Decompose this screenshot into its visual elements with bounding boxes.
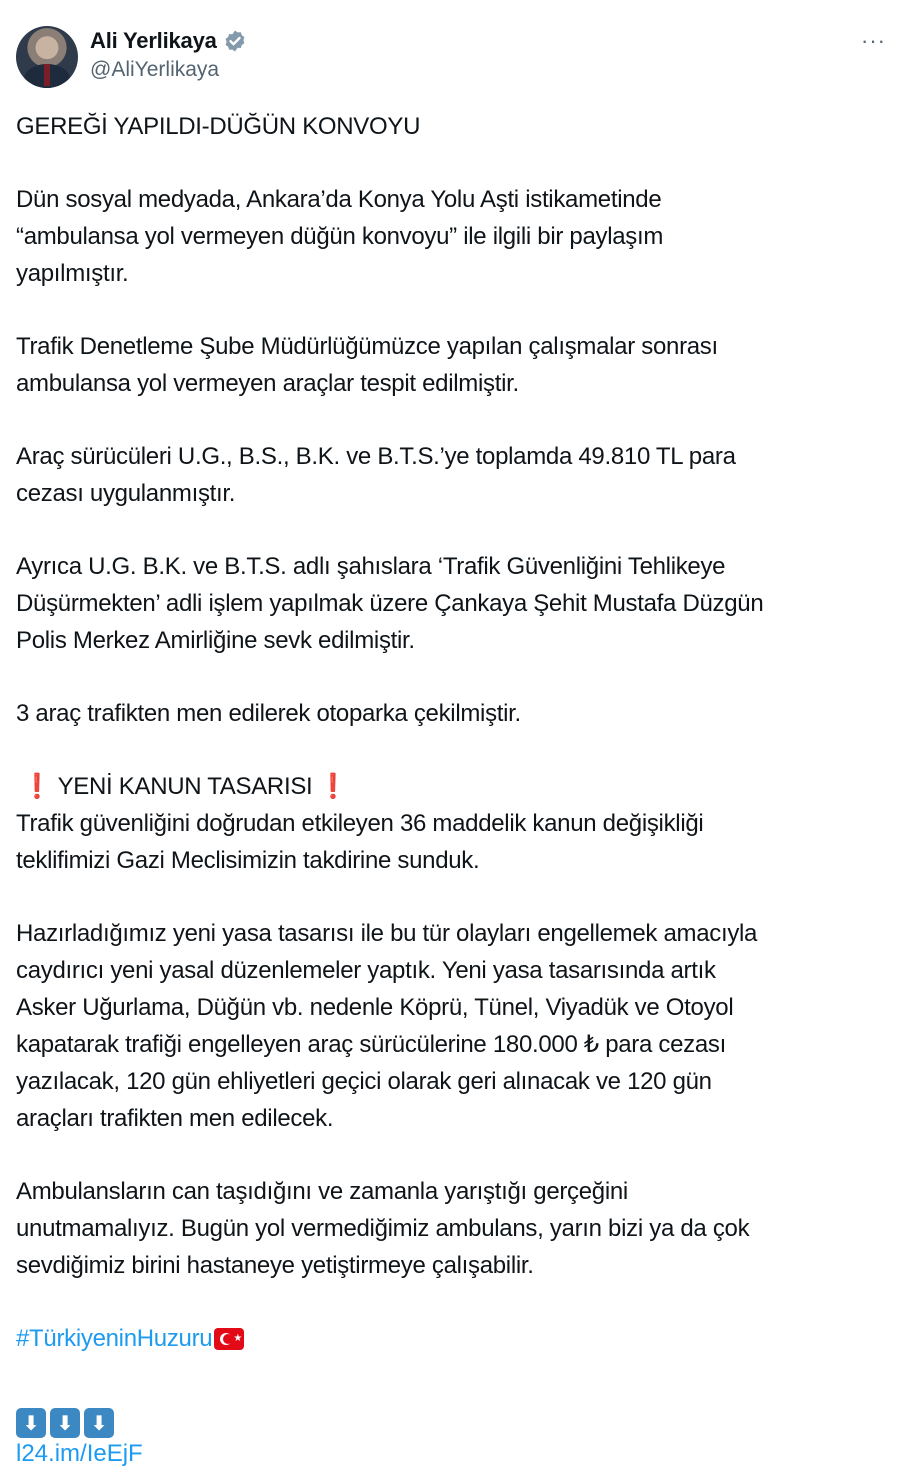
hashtag-line — [16, 1320, 886, 1357]
author-name[interactable]: Ali Yerlikaya — [90, 28, 217, 53]
law-heading: YENİ KANUN TASARISI — [57, 773, 313, 800]
avatar-tie — [44, 64, 50, 86]
more-options-icon[interactable]: ··· — [861, 28, 886, 53]
author-info — [90, 28, 247, 82]
down-arrow-icon: ⬇ — [50, 1408, 80, 1438]
paragraph-7: Hazırladığımız yeni yasa tasarısı ile bu tür olayları engellemek amacıyla caydırıcı yeni yasal düzenlemeler yaptık. Yeni yasa tasarısında artık Asker Uğurlama, Düğün vb. nedenle Köprü, Tünel, Viyadük ve Otoyol kapatarak trafiği engelleyen araç sürücülerine 180.000 ₺ para cezası yazılacak, 120 gün ehliyetleri geçici olarak geri alınacak ve 120 gün araçları trafikten men edilecek. — [16, 920, 758, 1132]
avatar[interactable] — [16, 26, 78, 88]
short-link[interactable]: l24.im/IeEjF — [16, 1440, 143, 1467]
down-arrow-icon: ⬇ — [16, 1408, 46, 1438]
hashtag-link[interactable]: #TürkiyeninHuzuru — [16, 1325, 213, 1352]
turkey-flag-icon: ★ — [214, 1328, 244, 1350]
paragraph-5: 3 araç trafikten men edilerek otoparka çekilmiştir. — [16, 700, 521, 727]
post-title: GEREĞİ YAPILDI-DÜĞÜN KONVOYU — [16, 113, 421, 140]
paragraph-8: Ambulansların can taşıdığını ve zamanla yarıştığı gerçeğini unutmamalıyız. Bugün yol vermediğimiz ambulans, yarın bizi ya da çok sevdiğimiz birini hastaneye yetiştirmeye çalışabilir. — [16, 1178, 750, 1279]
post-body — [16, 108, 886, 1393]
author-handle[interactable]: @AliYerlikaya — [90, 58, 220, 81]
down-arrows — [16, 1408, 114, 1438]
post-header — [14, 22, 886, 92]
warning-exclamation-icon: ❗ — [318, 773, 348, 800]
warning-exclamation-icon: ❗ — [22, 773, 52, 800]
paragraph-1: Dün sosyal medyada, Ankara’da Konya Yolu Aşti istikametinde “ambulansa yol vermeyen düğün konvoyu” ile ilgili bir paylaşım yapılmıştır. — [16, 186, 664, 287]
law-heading-line — [16, 768, 886, 805]
paragraph-4: Ayrıca U.G. B.K. ve B.T.S. adlı şahıslara ‘Trafik Güvenliğini Tehlikeye Düşürmekten’ adli işlem yapılmak üzere Çankaya Şehit Mustafa Düzgün Polis Merkez Amirliğine sevk edilmiştir. — [16, 553, 764, 654]
down-arrow-icon: ⬇ — [84, 1408, 114, 1438]
verified-badge-icon — [223, 29, 247, 53]
name-row — [90, 28, 247, 54]
paragraph-3: Araç sürücüleri U.G., B.S., B.K. ve B.T.S.’ye toplamda 49.810 TL para cezası uygulanmıştır. — [16, 443, 736, 507]
paragraph-2: Trafik Denetleme Şube Müdürlüğümüzce yapılan çalışmalar sonrası ambulansa yol vermeyen araçlar tespit edilmiştir. — [16, 333, 718, 397]
paragraph-6: Trafik güvenliğini doğrudan etkileyen 36 maddelik kanun değişikliği teklifimizi Gazi Meclisimizin takdirine sunduk. — [16, 810, 704, 874]
